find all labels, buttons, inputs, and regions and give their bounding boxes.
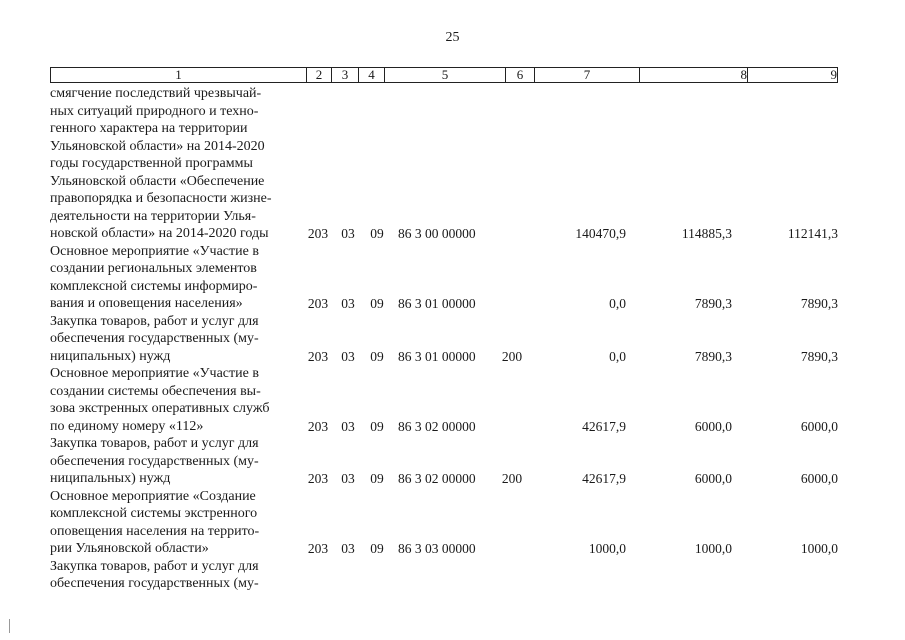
- cell-amount-col8: 114885,3: [681, 226, 732, 241]
- cell-amount-col7: 42617,9: [582, 471, 626, 486]
- column-header-5: 5: [385, 68, 506, 82]
- cell-amount-col7: 42617,9: [582, 418, 626, 434]
- row-description: смягчение последствий чрезвычай- ных ситуаций природного и техно- генного характера на территории Ульяновской области» на 2014-2020 годы государственной программы Ульяновской области «Обеспечение правопорядка и безопасности жизне- деятельности на территории Улья- новской области» на 2014-2020 годы: [50, 86, 272, 241]
- cell-subsection: 09: [370, 296, 384, 311]
- cell-code: 203: [307, 541, 329, 556]
- cell-amount-col7: 0,0: [609, 348, 626, 364]
- cell-expense-type: 200: [501, 348, 523, 364]
- cell-section: 03: [341, 348, 355, 364]
- cell-expense-type: 200: [501, 471, 523, 486]
- cell-amount-col7: 140470,9: [575, 226, 626, 241]
- column-header-7: 7: [535, 68, 640, 82]
- cell-amount-col9: 7890,3: [800, 348, 838, 364]
- cell-amount-col8: 1000,0: [694, 541, 732, 556]
- table-row: [50, 558, 850, 593]
- cell-amount-col9: 6000,0: [800, 418, 838, 434]
- cell-code: 203: [307, 226, 329, 241]
- cell-section: 03: [341, 471, 355, 486]
- cell-section: 03: [341, 418, 355, 434]
- column-header-9: 9: [830, 68, 837, 82]
- cell-code: 203: [307, 296, 329, 311]
- cell-amount-col8: 7890,3: [694, 296, 732, 311]
- cell-amount-col9: 112141,3: [787, 226, 838, 241]
- column-header-3: 3: [332, 68, 359, 82]
- cell-amount-col9: 7890,3: [800, 296, 838, 311]
- cell-target-article: 86 3 01 00000: [398, 348, 476, 364]
- page-number: 25: [445, 30, 460, 45]
- row-description: Основное мероприятие «Участие в создании системы обеспечения вы- зова экстренных оперативных служб по единому номеру «112»: [50, 366, 270, 434]
- cell-amount-col7: 1000,0: [588, 541, 626, 556]
- cell-code: 203: [307, 418, 329, 434]
- cell-subsection: 09: [370, 471, 384, 486]
- column-header-8: 8: [640, 68, 748, 82]
- row-description: Основное мероприятие «Участие в создании региональных элементов комплексной системы информиро- вания и оповещения населения»: [50, 243, 259, 311]
- row-description: Закупка товаров, работ и услуг для обеспечения государственных (му- ниципальных) нужд: [50, 313, 259, 364]
- table-row: [50, 488, 850, 558]
- column-header-1: 1: [51, 68, 307, 82]
- cell-section: 03: [341, 226, 355, 241]
- cell-code: 203: [307, 348, 329, 364]
- column-header-4: 4: [359, 68, 385, 82]
- table-row: [50, 313, 850, 366]
- cell-subsection: 09: [370, 226, 384, 241]
- row-description: Закупка товаров, работ и услуг для обеспечения государственных (му-: [50, 558, 259, 591]
- table-row: [50, 435, 850, 488]
- cell-amount-col9: 1000,0: [800, 541, 838, 556]
- table-header: [50, 67, 838, 83]
- column-header-2: 2: [307, 68, 332, 82]
- cell-target-article: 86 3 01 00000: [398, 296, 476, 311]
- table-row: [50, 85, 850, 243]
- cell-target-article: 86 3 00 00000: [398, 226, 476, 241]
- table-body: [50, 85, 850, 593]
- cell-target-article: 86 3 03 00000: [398, 541, 476, 556]
- table-row: [50, 365, 850, 435]
- cell-subsection: 09: [370, 541, 384, 556]
- cell-section: 03: [341, 541, 355, 556]
- cell-section: 03: [341, 296, 355, 311]
- cell-amount-col7: 0,0: [609, 296, 626, 311]
- cell-target-article: 86 3 02 00000: [398, 418, 476, 434]
- cell-amount-col8: 6000,0: [694, 418, 732, 434]
- cell-subsection: 09: [370, 348, 384, 364]
- scan-margin-mark: [9, 619, 10, 633]
- cell-amount-col8: 6000,0: [694, 471, 732, 486]
- cell-subsection: 09: [370, 418, 384, 434]
- cell-code: 203: [307, 471, 329, 486]
- row-description: Закупка товаров, работ и услуг для обеспечения государственных (му- ниципальных) нужд: [50, 436, 259, 486]
- cell-amount-col9: 6000,0: [800, 471, 838, 486]
- row-description: Основное мероприятие «Создание комплексной системы экстренного оповещения населения на террито- рии Ульяновской области»: [50, 488, 260, 556]
- cell-amount-col8: 7890,3: [694, 348, 732, 364]
- cell-target-article: 86 3 02 00000: [398, 471, 476, 486]
- column-header-6: 6: [506, 68, 535, 82]
- table-row: [50, 243, 850, 313]
